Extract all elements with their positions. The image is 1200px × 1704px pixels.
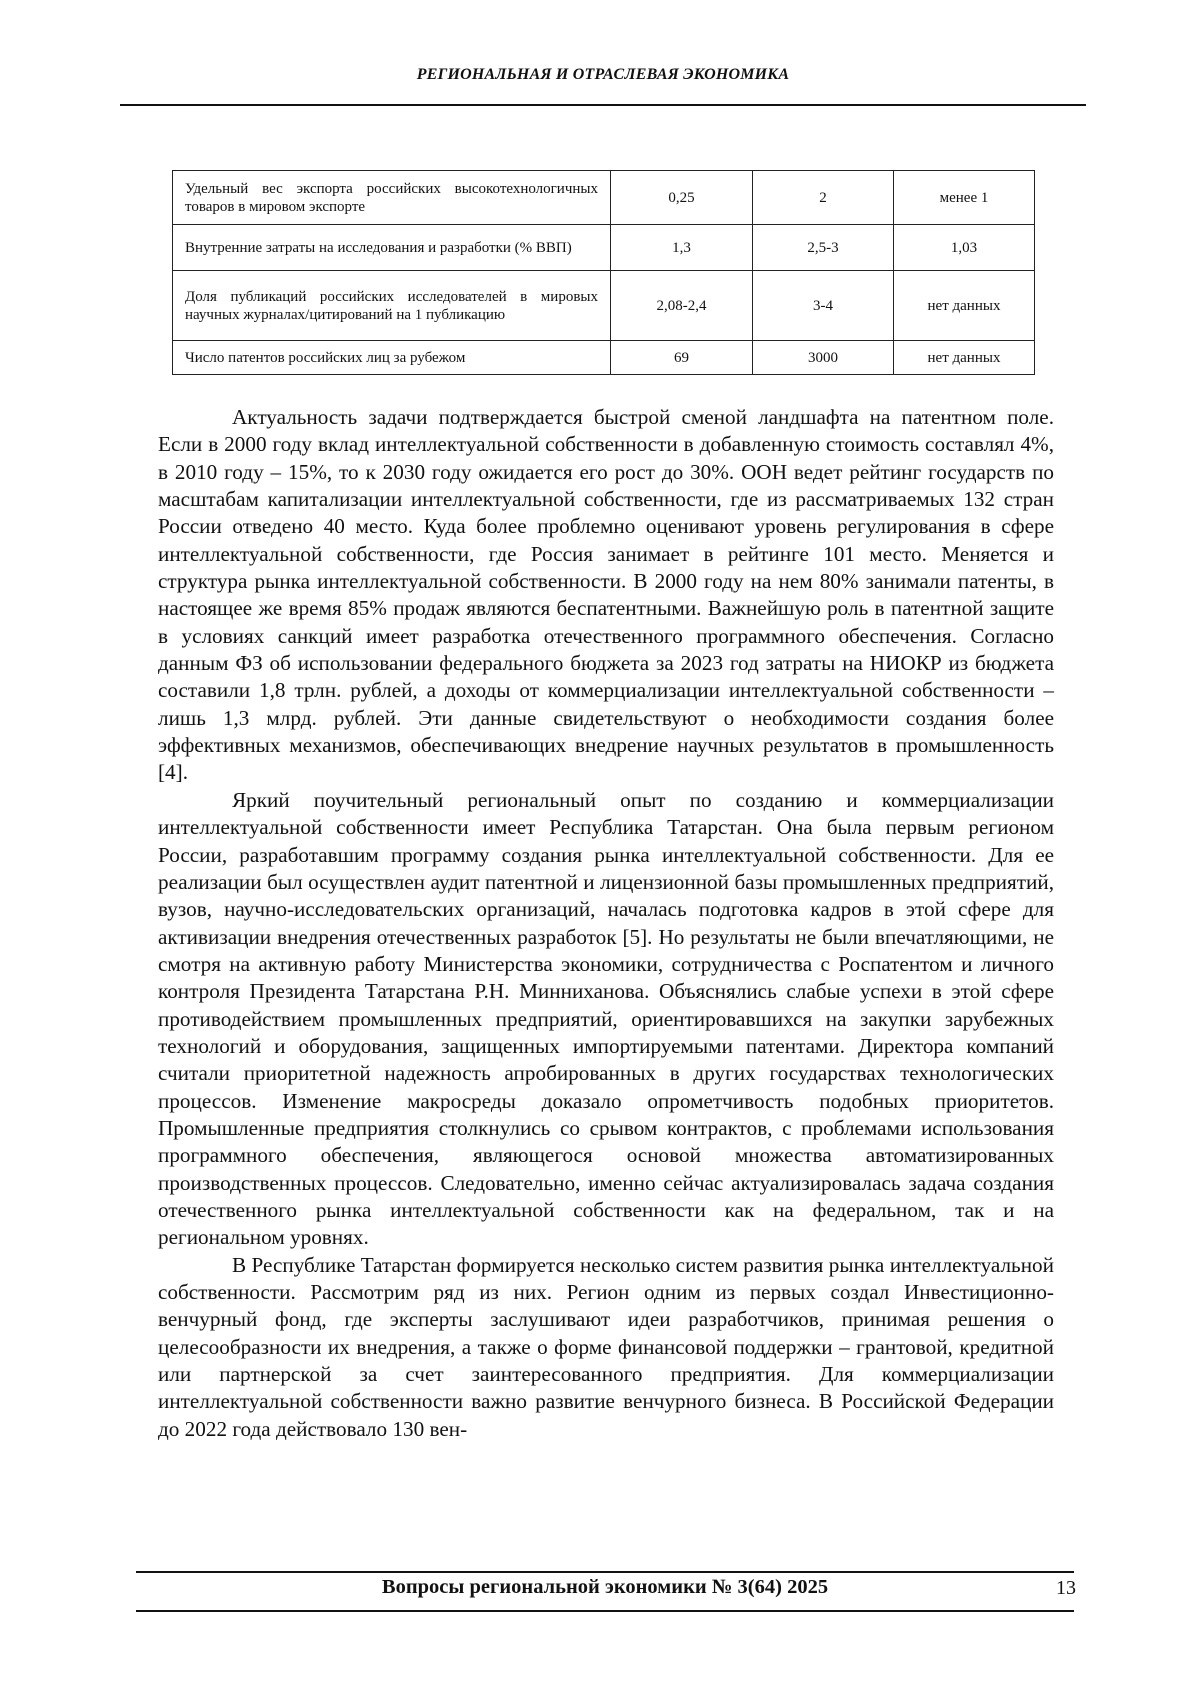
table-cell-value: нет данных (894, 271, 1035, 341)
paragraph: Актуальность задачи подтверждается быстрой сменой ландшафта на патентном поле. Если в 2000 году вклад интеллектуальной собственности в добавленную стоимость составлял 4%, в 2010 году – 15%, то к 2030 году ожидается его рост до 30%. ООН ведет рейтинг государств по масштабам капитализации интеллектуальной собственности, где из рассматриваемых 132 стран России отведено 40 место. Куда более проблемно оценивают уровень регулирования в сфере интеллектуальной собственности, где Россия занимает в рейтинге 101 место. Меняется и структура рынка интеллектуальной собственности. В 2000 году на нем 80% занимали патенты, в настоящее же время 85% продаж являются беспатентными. Важнейшую роль в патентной защите в условиях санкций имеет разработка отечественного программного обеспечения. Согласно данным ФЗ об использовании федерального бюджета за 2023 год затраты на НИОКР из бюджета составили 1,8 трлн. рублей, а доходы от коммерциализации интеллектуальной собственности – лишь 1,3 млрд. рублей. Эти данные свидетельствуют о необходимости создания более эффективных механизмов, обеспечивающих внедрение научных результатов в промышленность [4]. (158, 405, 1054, 785)
table-cell-value: нет данных (894, 341, 1035, 375)
table-cell-value: 1,03 (894, 225, 1035, 271)
table-cell-value: менее 1 (894, 171, 1035, 225)
table-row (173, 341, 1035, 375)
table-row (173, 225, 1035, 271)
running-head: РЕГИОНАЛЬНАЯ И ОТРАСЛЕВАЯ ЭКОНОМИКА (416, 66, 790, 83)
table-cell-value: 2,08-2,4 (611, 271, 753, 341)
table-cell-value: 3000 (753, 341, 894, 375)
table-cell-label: Внутренние затраты на исследования и разработки (% ВВП) (173, 225, 611, 271)
table-cell-value: 1,3 (611, 225, 753, 271)
table-row (173, 171, 1035, 225)
header-rule (120, 104, 1086, 106)
table-cell-label: Число патентов российских лиц за рубежом (173, 341, 611, 375)
table-cell-value: 0,25 (611, 171, 753, 225)
page-number: 13 (1056, 1577, 1076, 1599)
paragraph: Яркий поучительный региональный опыт по созданию и коммерциализации интеллектуальной собственности имеет Республика Татарстан. Она была первым регионом России, разработавшим программу создания рынка интеллектуальной собственности. Для ее реализации был осуществлен аудит патентной и лицензионной базы промышленных предприятий, вузов, научно-исследовательских организаций, началась подготовка кадров в этой сфере для активизации внедрения отечественных разработок [5]. Но результаты не были впечатляющими, не смотря на активную работу Министерства экономики, сотрудничества с Роспатентом и личного контроля Президента Татарстана Р.Н. Минниханова. Объяснялись слабые успехи в этой сфере противодействием промышленных предприятий, ориентировавшихся на закупки зарубежных технологий и оборудования, защищенных импортируемыми патентами. Директора компаний считали приоритетной надежность апробированных в других государствах технологических процессов. Изменение макросреды доказало опрометчивость подобных приоритетов. Промышленные предприятия столкнулись со срывом контрактов, с проблемами использования программного обеспечения, являющегося основой множества автоматизированных производственных процессов. Следовательно, именно сейчас актуализировалась задача создания отечественного рынка интеллектуальной собственности как на федеральном, так и на региональном уровнях. (158, 787, 1054, 1250)
journal-title: Вопросы региональной экономики № 3(64) 2025 (381, 1576, 829, 1598)
table-row (173, 271, 1035, 341)
table-cell-value: 3-4 (753, 271, 894, 341)
table-cell-value: 69 (611, 341, 753, 375)
table-cell-value: 2,5-3 (753, 225, 894, 271)
footer-rule-bottom (136, 1610, 1074, 1612)
table-cell-label: Удельный вес экспорта российских высокотехнологичных товаров в мировом экспорте (173, 171, 611, 225)
indicators-table (172, 170, 1035, 375)
table-cell-label: Доля публикаций российских исследователей в мировых научных журналах/цитирований на 1 публикацию (173, 271, 611, 341)
body-text (158, 404, 1054, 1443)
table-cell-value: 2 (753, 171, 894, 225)
footer-rule-top (136, 1571, 1074, 1573)
paragraph: В Республике Татарстан формируется несколько систем развития рынка интеллектуальной собственности. Рассмотрим ряд из них. Регион одним из первых создал Инвестиционно-венчурный фонд, где эксперты заслушивают идеи разработчиков, принимая решения о целесообразности их внедрения, а также о форме финансовой поддержки – грантовой, кредитной или партнерской за счет заинтересованного предприятия. Для коммерциализации интеллектуальной собственности важно развитие венчурного бизнеса. В Российской Федерации до 2022 года действовало 130 вен- (158, 1252, 1054, 1441)
